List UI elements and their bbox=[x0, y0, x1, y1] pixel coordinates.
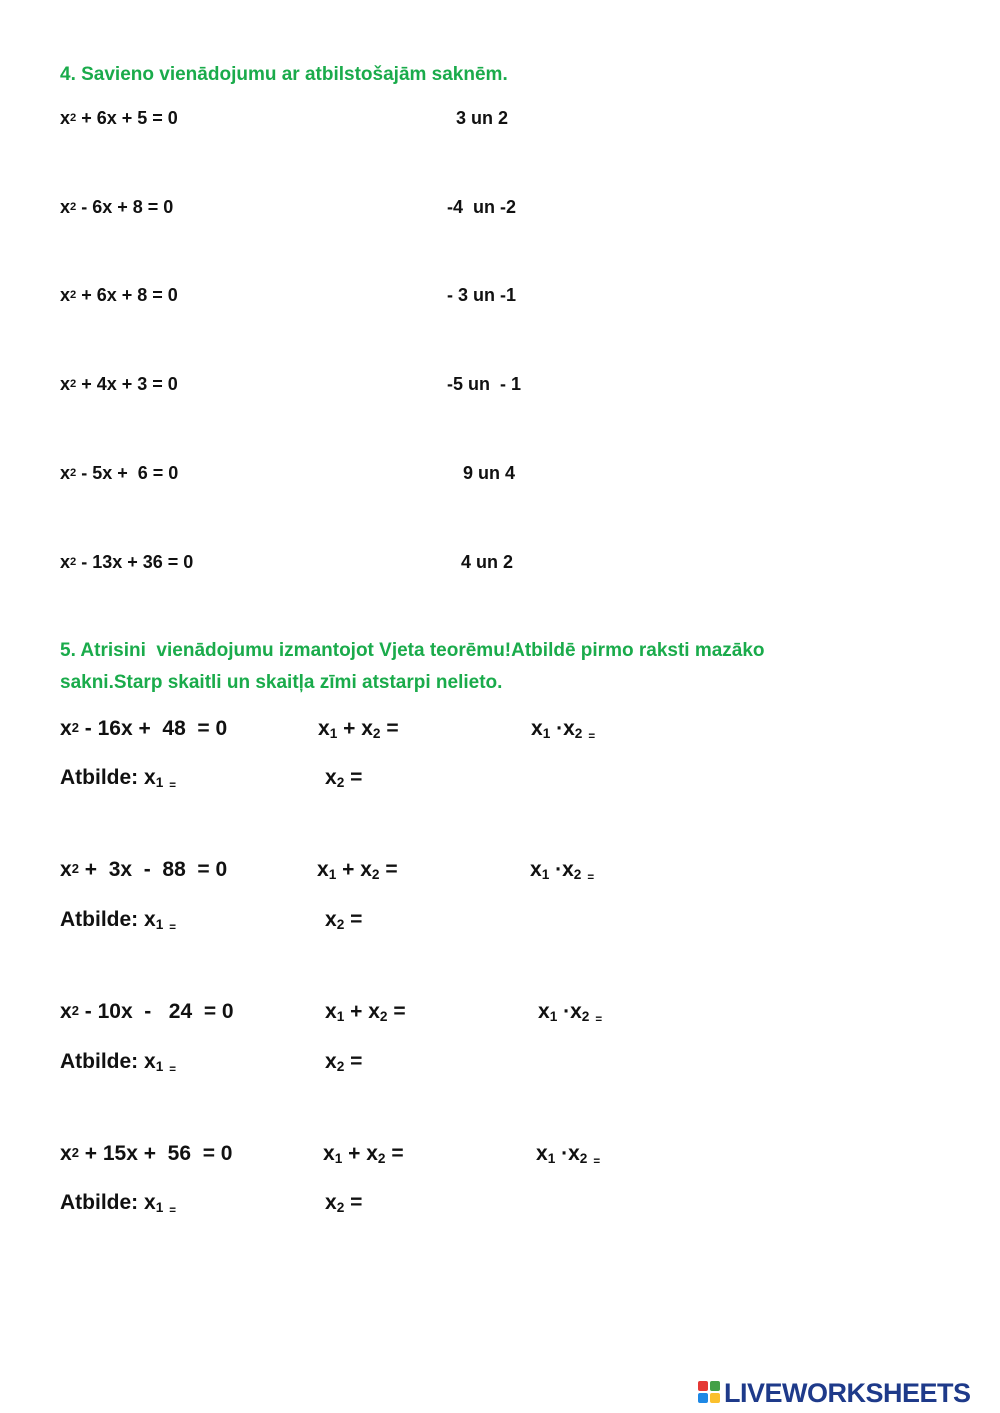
problem-4-answer-x1: Atbilde: $x_1$ $_=$ bbox=[60, 1191, 177, 1218]
problem-3-equation: $x^2 - 10x - 24 = 0$ bbox=[60, 1000, 234, 1023]
section-4-heading: 4. Savieno vienādojumu ar atbilstošajām saknēm. bbox=[60, 64, 508, 85]
problem-3-product: $x_1 \cdot x_2$ $_=$ bbox=[538, 1000, 603, 1027]
root-option-5: 9 un 4 bbox=[463, 463, 516, 483]
problem-1-sum: $x_1 + x_2$ = bbox=[318, 717, 399, 742]
liveworksheets-logo-icon bbox=[698, 1381, 720, 1403]
equation-2: $x^2 - 6x + 8 = 0$ bbox=[60, 197, 174, 217]
problem-4-sum: $x_1 + x_2$ = bbox=[323, 1142, 404, 1167]
problem-2-sum: $x_1 + x_2$ = bbox=[317, 858, 398, 883]
problem-1-equation: $x^2 - 16x + 48 = 0$ bbox=[60, 717, 228, 740]
section-5-heading-line-2: sakni.Starp skaitli un skaitļa zīmi atstarpi nelieto. bbox=[60, 672, 503, 693]
problem-4-equation: $x^2 + 15x + 56 = 0$ bbox=[60, 1142, 233, 1165]
problem-3-sum: $x_1 + x_2$ = bbox=[325, 1000, 406, 1025]
problem-2-answer-x2: $x_2$ = bbox=[325, 908, 363, 933]
equation-5: $x^2 - 5x + 6 = 0$ bbox=[60, 463, 179, 483]
problem-3-answer-x2: $x_2$ = bbox=[325, 1050, 363, 1075]
equation-6: $x^2 - 13x + 36 = 0$ bbox=[60, 552, 194, 572]
root-option-6: 4 un 2 bbox=[461, 552, 514, 572]
root-option-1: 3 un 2 bbox=[456, 108, 509, 128]
problem-1-answer-x1: Atbilde: $x_1$ $_=$ bbox=[60, 766, 177, 793]
section-5-heading-line-1: 5. Atrisini vienādojumu izmantojot Vjeta teorēmu!Atbildē pirmo raksti mazāko bbox=[60, 640, 765, 661]
problem-1-answer-x2: $x_2$ = bbox=[325, 766, 363, 791]
problem-2-equation: $x^2 + 3x - 88 = 0$ bbox=[60, 858, 228, 881]
root-option-4: -5 un - 1 bbox=[447, 374, 522, 394]
liveworksheets-logo-text: LIVEWORKSHEETS bbox=[724, 1378, 971, 1408]
problem-3-answer-x1: Atbilde: $x_1$ $_=$ bbox=[60, 1050, 177, 1077]
problem-4-product: $x_1 \cdot x_2$ $_=$ bbox=[536, 1142, 601, 1169]
equation-4: $x^2 + 4x + 3 = 0$ bbox=[60, 374, 178, 394]
liveworksheets-logo bbox=[698, 1378, 993, 1408]
problem-4-answer-x2: $x_2$ = bbox=[325, 1191, 363, 1216]
problem-1-product: $x_1 \cdot x_2$ $_=$ bbox=[531, 717, 596, 744]
equation-1: $x^2 + 6x + 5 = 0$ bbox=[60, 108, 178, 128]
problem-2-answer-x1: Atbilde: $x_1$ $_=$ bbox=[60, 908, 177, 935]
equation-3: $x^2 + 6x + 8 = 0$ bbox=[60, 285, 178, 305]
root-option-2: -4 un -2 bbox=[447, 197, 517, 217]
root-option-3: - 3 un -1 bbox=[447, 285, 517, 305]
problem-2-product: $x_1 \cdot x_2$ $_=$ bbox=[530, 858, 595, 885]
